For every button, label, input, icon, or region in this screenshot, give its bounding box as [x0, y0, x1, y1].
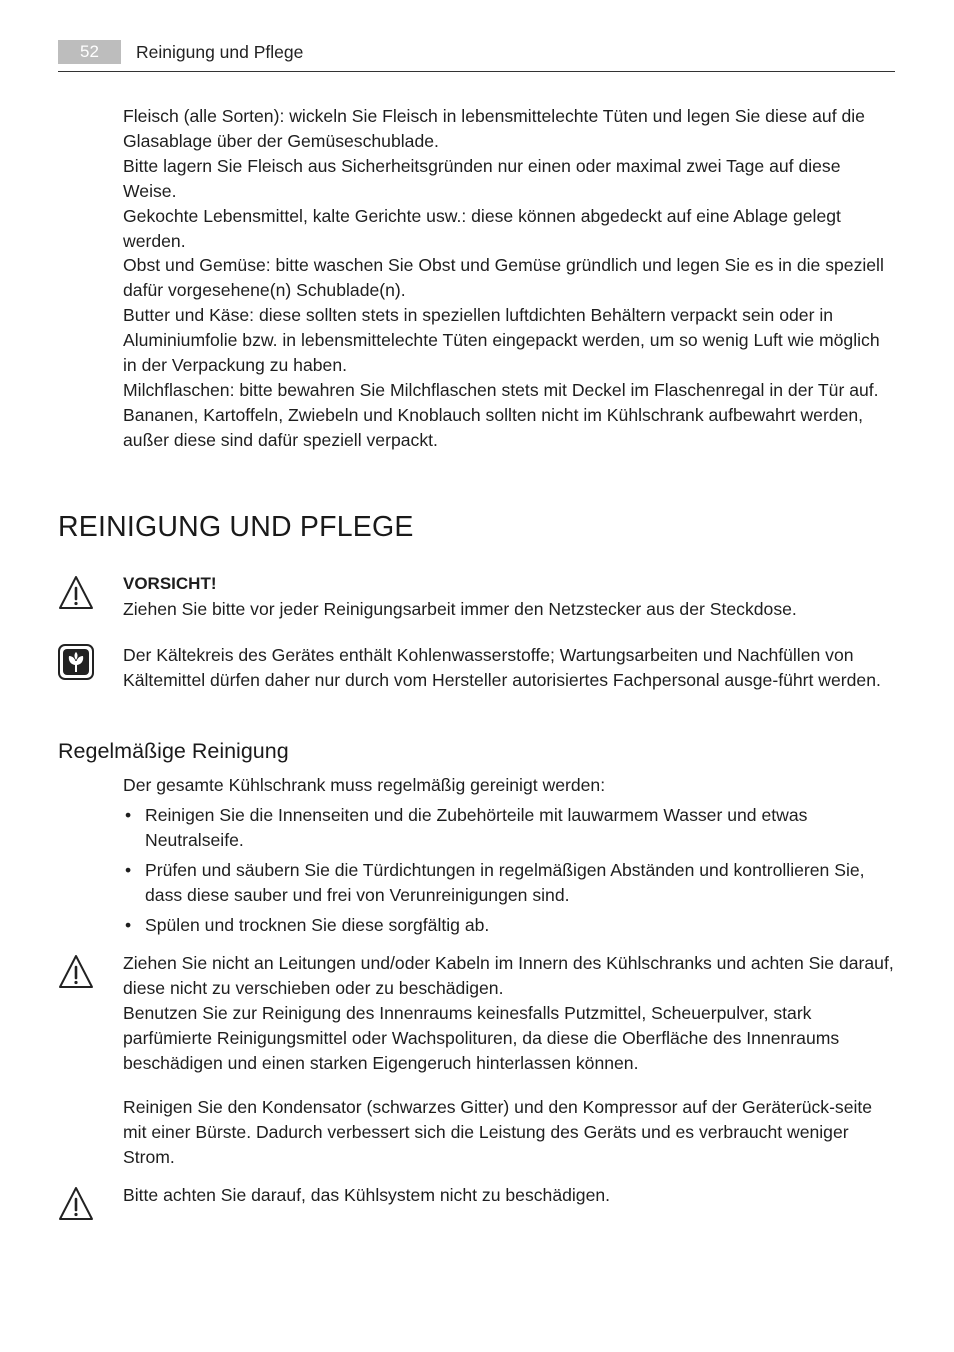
cleaning-steps-list: [123, 803, 898, 943]
warning-triangle-icon: [57, 574, 95, 612]
warning-triangle-icon: [57, 1185, 95, 1223]
condenser-note: [123, 1095, 898, 1170]
environment-note: [123, 643, 898, 693]
warning-block-cables: [123, 951, 898, 1076]
tip-milk: Milchflaschen: bitte bewahren Sie Milchflaschen stets mit Deckel im Flaschenregal in der Tür auf.: [123, 379, 879, 400]
subsection-title: Regelmäßige Reinigung: [58, 739, 289, 763]
warning-cleaners-text: Benutzen Sie zur Reinigung des Innenraums keinesfalls Putzmittel, Scheuerpulver, stark parfümierte Reinigungsmittel oder Wachspolituren, da diese die Oberfläche des Innenraums beschädigen und einen starken Eigengeruch hinterlassen können.: [123, 1002, 840, 1073]
page-header: [58, 40, 895, 72]
cleaning-intro-text: Der gesamte Kühlschrank muss regelmäßig gereinigt werden:: [123, 775, 606, 795]
tip-bananas: Bananen, Kartoffeln, Zwiebeln und Knoblauch sollten nicht im Kühlschrank aufbewahrt werden, außer diese sind dafür speziell verpackt.: [123, 404, 864, 450]
storage-tips: [123, 104, 898, 453]
list-item: • Reinigen Sie die Innenseiten und die Zubehörteile mit lauwarmem Wasser und etwas Neutralseife.: [123, 803, 898, 853]
tip-meat-duration: Bitte lagern Sie Fleisch aus Sicherheitsgründen nur einen oder maximal zwei Tage auf diese Weise.: [123, 155, 841, 201]
page-number: 52: [58, 40, 121, 64]
list-item: • Prüfen und säubern Sie die Türdichtungen in regelmäßigen Abständen und kontrollieren Sie, dass diese sauber und frei von Verunreinigungen sind.: [123, 858, 898, 908]
list-item: • Spülen und trocknen Sie diese sorgfältig ab.: [123, 913, 898, 938]
tip-meat: Fleisch (alle Sorten): wickeln Sie Fleisch in lebensmittelechte Tüten und legen Sie diese auf die Glasablage über der Gemüseschublade.: [123, 106, 865, 151]
caution-text: Ziehen Sie bitte vor jeder Reinigungsarbeit immer den Netzstecker aus der Steckdose.: [123, 598, 797, 619]
warning-cables-text: Ziehen Sie nicht an Leitungen und/oder Kabeln im Innern des Kühlschranks und achten Sie darauf, diese nicht zu verschieben oder zu beschädigen.: [123, 953, 894, 998]
warning-cooling-text: Bitte achten Sie darauf, das Kühlsystem nicht zu beschädigen.: [123, 1185, 611, 1205]
tip-cooked-food: Gekochte Lebensmittel, kalte Gerichte usw.: diese können abgedeckt auf eine Ablage gelegt werden.: [123, 205, 841, 251]
condenser-note-text: Reinigen Sie den Kondensator (schwarzes Gitter) und den Kompressor auf der Geräterück-seite mit einer Bürste. Dadurch verbessert sich die Leistung des Geräts und es verbraucht weniger Strom.: [123, 1097, 873, 1167]
tip-butter-cheese: Butter und Käse: diese sollten stets in speziellen luftdichten Behältern verpackt sein oder in Aluminiumfolie bzw. in lebensmittelechte Tüten eingepackt werden, um so wenig Luft wie möglich in der Verpackung zu haben.: [123, 305, 880, 376]
cleaning-intro: [123, 773, 898, 798]
warning-block-cooling: [123, 1183, 898, 1208]
warning-triangle-icon: [57, 953, 95, 991]
caution-block: [123, 572, 898, 622]
section-title: REINIGUNG UND PFLEGE: [58, 511, 414, 543]
environment-icon: [57, 643, 95, 681]
environment-note-text: Der Kältekreis des Gerätes enthält Kohlenwasserstoffe; Wartungsarbeiten und Nachfüllen von Kältemittel dürfen daher nur durch vom Hersteller autorisiertes Fachpersonal ausge-führt werden.: [123, 645, 881, 690]
running-title: Reinigung und Pflege: [136, 42, 304, 62]
tip-fruit-vegetables: Obst und Gemüse: bitte waschen Sie Obst und Gemüse gründlich und legen Sie es in die speziell dafür vorgesehene(n) Schublade(n).: [123, 255, 884, 301]
caution-label: VORSICHT!: [123, 574, 217, 593]
